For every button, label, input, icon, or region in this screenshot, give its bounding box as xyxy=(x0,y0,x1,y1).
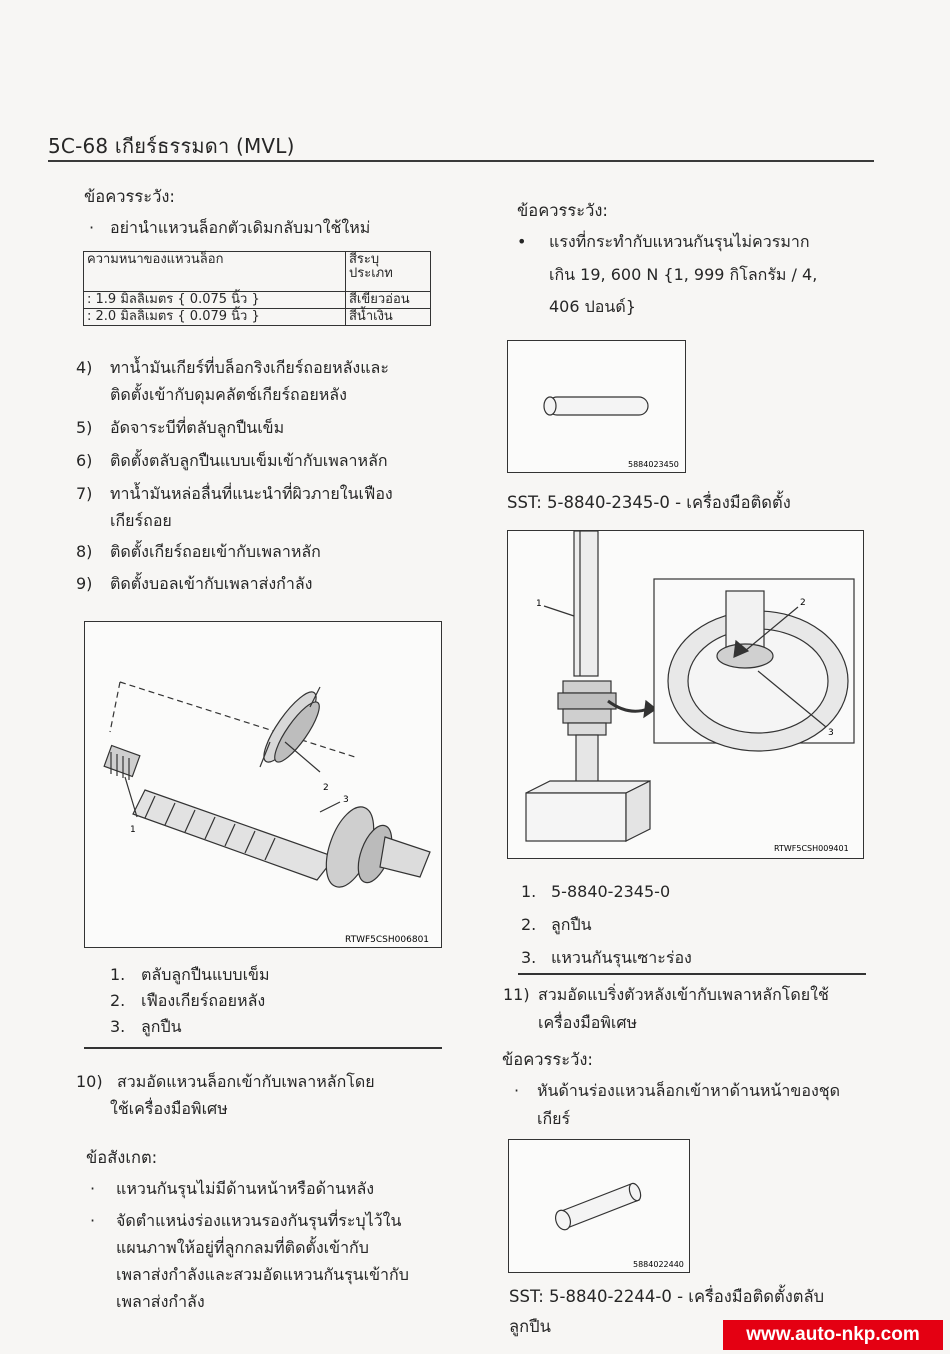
step-text: ติดตั้งตลับลูกปืนแบบเข็มเข้ากับเพลาหลัก xyxy=(110,451,388,470)
step-number: 6) xyxy=(76,451,93,470)
press-block-icon xyxy=(526,781,650,841)
table-header-thickness: ความหนาของแหวนล็อก xyxy=(84,252,346,292)
lock-ring-spec-table xyxy=(83,251,431,326)
caution-heading-1: ข้อควรระวัง: xyxy=(84,187,175,206)
needle-bearing-icon xyxy=(104,746,140,780)
step-number: 5) xyxy=(76,418,93,437)
section-divider xyxy=(518,973,866,975)
legend-number: 2. xyxy=(110,991,126,1010)
note-item: เพลาส่งกำลังและสวมอัดแหวนกันรุนเข้ากับ xyxy=(116,1265,409,1284)
caution-heading-3: ข้อควรระวัง: xyxy=(502,1050,593,1069)
legend-text: ลูกปืน xyxy=(141,1017,182,1036)
note-item: แหวนกันรุนไม่มีด้านหน้าหรือด้านหลัง xyxy=(116,1179,375,1198)
figure-code: RTWF5CSH006801 xyxy=(345,935,430,945)
step-text: ทาน้ำมันเกียร์ที่บล็อกริงเกียร์ถอยหลังและ xyxy=(110,358,389,377)
bullet: · xyxy=(89,218,95,237)
note-item: จัดตำแหน่งร่องแหวนรองกันรุนที่ระบุไว้ใน xyxy=(116,1211,402,1230)
page-title: 5C-68 เกียร์ธรรมดา (MVL) xyxy=(48,134,295,158)
website-watermark: www.auto-nkp.com xyxy=(723,1320,943,1350)
step-text: อัดจาระบีที่ตลับลูกปืนเข็ม xyxy=(110,418,285,437)
note-item: เพลาส่งกำลัง xyxy=(116,1292,205,1311)
step-text: ติดตั้งเข้ากับดุมคลัตช์เกียร์ถอยหลัง xyxy=(110,385,347,404)
legend-text: เฟืองเกียร์ถอยหลัง xyxy=(141,991,266,1010)
step-number: 7) xyxy=(76,484,93,503)
caution-line: หันด้านร่องแหวนล็อกเข้าหาด้านหน้าของชุด xyxy=(537,1081,841,1100)
table-header-color: สีระบุ ประเภท xyxy=(346,252,431,292)
legend-number: 3. xyxy=(521,948,537,967)
section-divider xyxy=(84,1047,442,1049)
caution-heading-2: ข้อควรระวัง: xyxy=(517,201,608,220)
bullet: • xyxy=(517,232,527,251)
reverse-gear-illustration xyxy=(85,622,441,947)
step-text: เกียร์ถอย xyxy=(110,511,172,530)
caution-item-1: อย่านำแหวนล็อกตัวเดิมกลับมาใช้ใหม่ xyxy=(110,218,371,237)
tool-installer-image xyxy=(507,340,686,473)
reverse-gear-icon xyxy=(256,686,326,769)
step-text: เครื่องมือพิเศษ xyxy=(538,1013,638,1032)
caution-line: 406 ปอนด์} xyxy=(549,297,636,316)
step-text: ทาน้ำมันหล่อลื่นที่แนะนำที่ผิวภายในเฟือง xyxy=(110,484,393,503)
table-row xyxy=(84,309,431,326)
legend-text: 5-8840-2345-0 xyxy=(551,882,671,901)
caution-line: เกียร์ xyxy=(537,1109,571,1128)
table-cell: : 2.0 มิลลิเมตร { 0.079 นิ้ว } xyxy=(84,309,346,326)
step-number: 4) xyxy=(76,358,93,377)
step-text: ติดตั้งเกียร์ถอยเข้ากับเพลาหลัก xyxy=(110,542,321,561)
tool-code: 5884022440 xyxy=(633,1260,684,1269)
bullet: · xyxy=(90,1179,96,1198)
note-item: แผนภาพให้อยู่ที่ลูกกลมที่ติดตั้งเข้ากับ xyxy=(116,1238,369,1257)
table-cell: สีน้ำเงิน xyxy=(346,309,431,326)
gear-stack-icon xyxy=(558,681,616,785)
caution-line: แรงที่กระทำกับแหวนกันรุนไม่ควรมาก xyxy=(549,232,810,251)
step-text: ติดตั้งบอลเข้ากับเพลาส่งกำลัง xyxy=(110,574,313,593)
main-shaft-icon xyxy=(133,790,430,893)
installer-tool-icon xyxy=(508,341,685,472)
legend-number: 1. xyxy=(521,882,537,901)
figure-code: RTWF5CSH009401 xyxy=(774,844,849,853)
tool-bearing-installer-image xyxy=(508,1139,690,1273)
bearing-installer-tool-icon xyxy=(509,1140,689,1272)
table-row xyxy=(84,292,431,309)
step-number: 9) xyxy=(76,574,93,593)
step-number: 11) xyxy=(503,985,530,1004)
table-cell: สีเขียวอ่อน xyxy=(346,292,431,309)
callout-3: 3 xyxy=(828,728,834,738)
note-heading: ข้อสังเกต: xyxy=(86,1148,158,1167)
legend-number: 3. xyxy=(110,1017,126,1036)
legend-number: 1. xyxy=(110,965,126,984)
legend-number: 2. xyxy=(521,915,537,934)
tool-code: 5884023450 xyxy=(628,460,679,469)
callout-3: 3 xyxy=(343,795,349,805)
step-number: 10) xyxy=(76,1072,103,1091)
callout-2: 2 xyxy=(800,598,806,608)
step-text: ใช้เครื่องมือพิเศษ xyxy=(110,1099,228,1118)
tool-caption: ลูกปืน xyxy=(509,1317,551,1336)
legend-text: ตลับลูกปืนแบบเข็ม xyxy=(141,965,270,984)
table-cell: : 1.9 มิลลิเมตร { 0.075 นิ้ว } xyxy=(84,292,346,309)
bearing-press-illustration xyxy=(508,531,863,858)
figure-reverse-gear-assembly xyxy=(84,621,442,948)
step-text: สวมอัดแหวนล็อกเข้ากับเพลาหลักโดย xyxy=(117,1072,375,1091)
callout-2: 2 xyxy=(323,783,329,793)
step-text: สวมอัดแบริ่งตัวหลังเข้ากับเพลาหลักโดยใช้ xyxy=(538,985,829,1004)
tool-caption: SST: 5-8840-2244-0 - เครื่องมือติดตั้งตลับ xyxy=(509,1287,825,1306)
bullet: · xyxy=(514,1081,520,1100)
callout-1: 1 xyxy=(130,825,136,835)
tool-caption: SST: 5-8840-2345-0 - เครื่องมือติดตั้ง xyxy=(507,493,791,512)
header-rule xyxy=(48,160,874,162)
legend-text: แหวนกันรุนเซาะร่อง xyxy=(551,948,692,967)
figure-bearing-press xyxy=(507,530,864,859)
bullet: · xyxy=(90,1211,96,1230)
legend-text: ลูกปืน xyxy=(551,915,592,934)
caution-line: เกิน 19, 600 N {1, 999 กิโลกรัม / 4, xyxy=(549,265,818,284)
step-number: 8) xyxy=(76,542,93,561)
callout-1: 1 xyxy=(536,599,542,609)
